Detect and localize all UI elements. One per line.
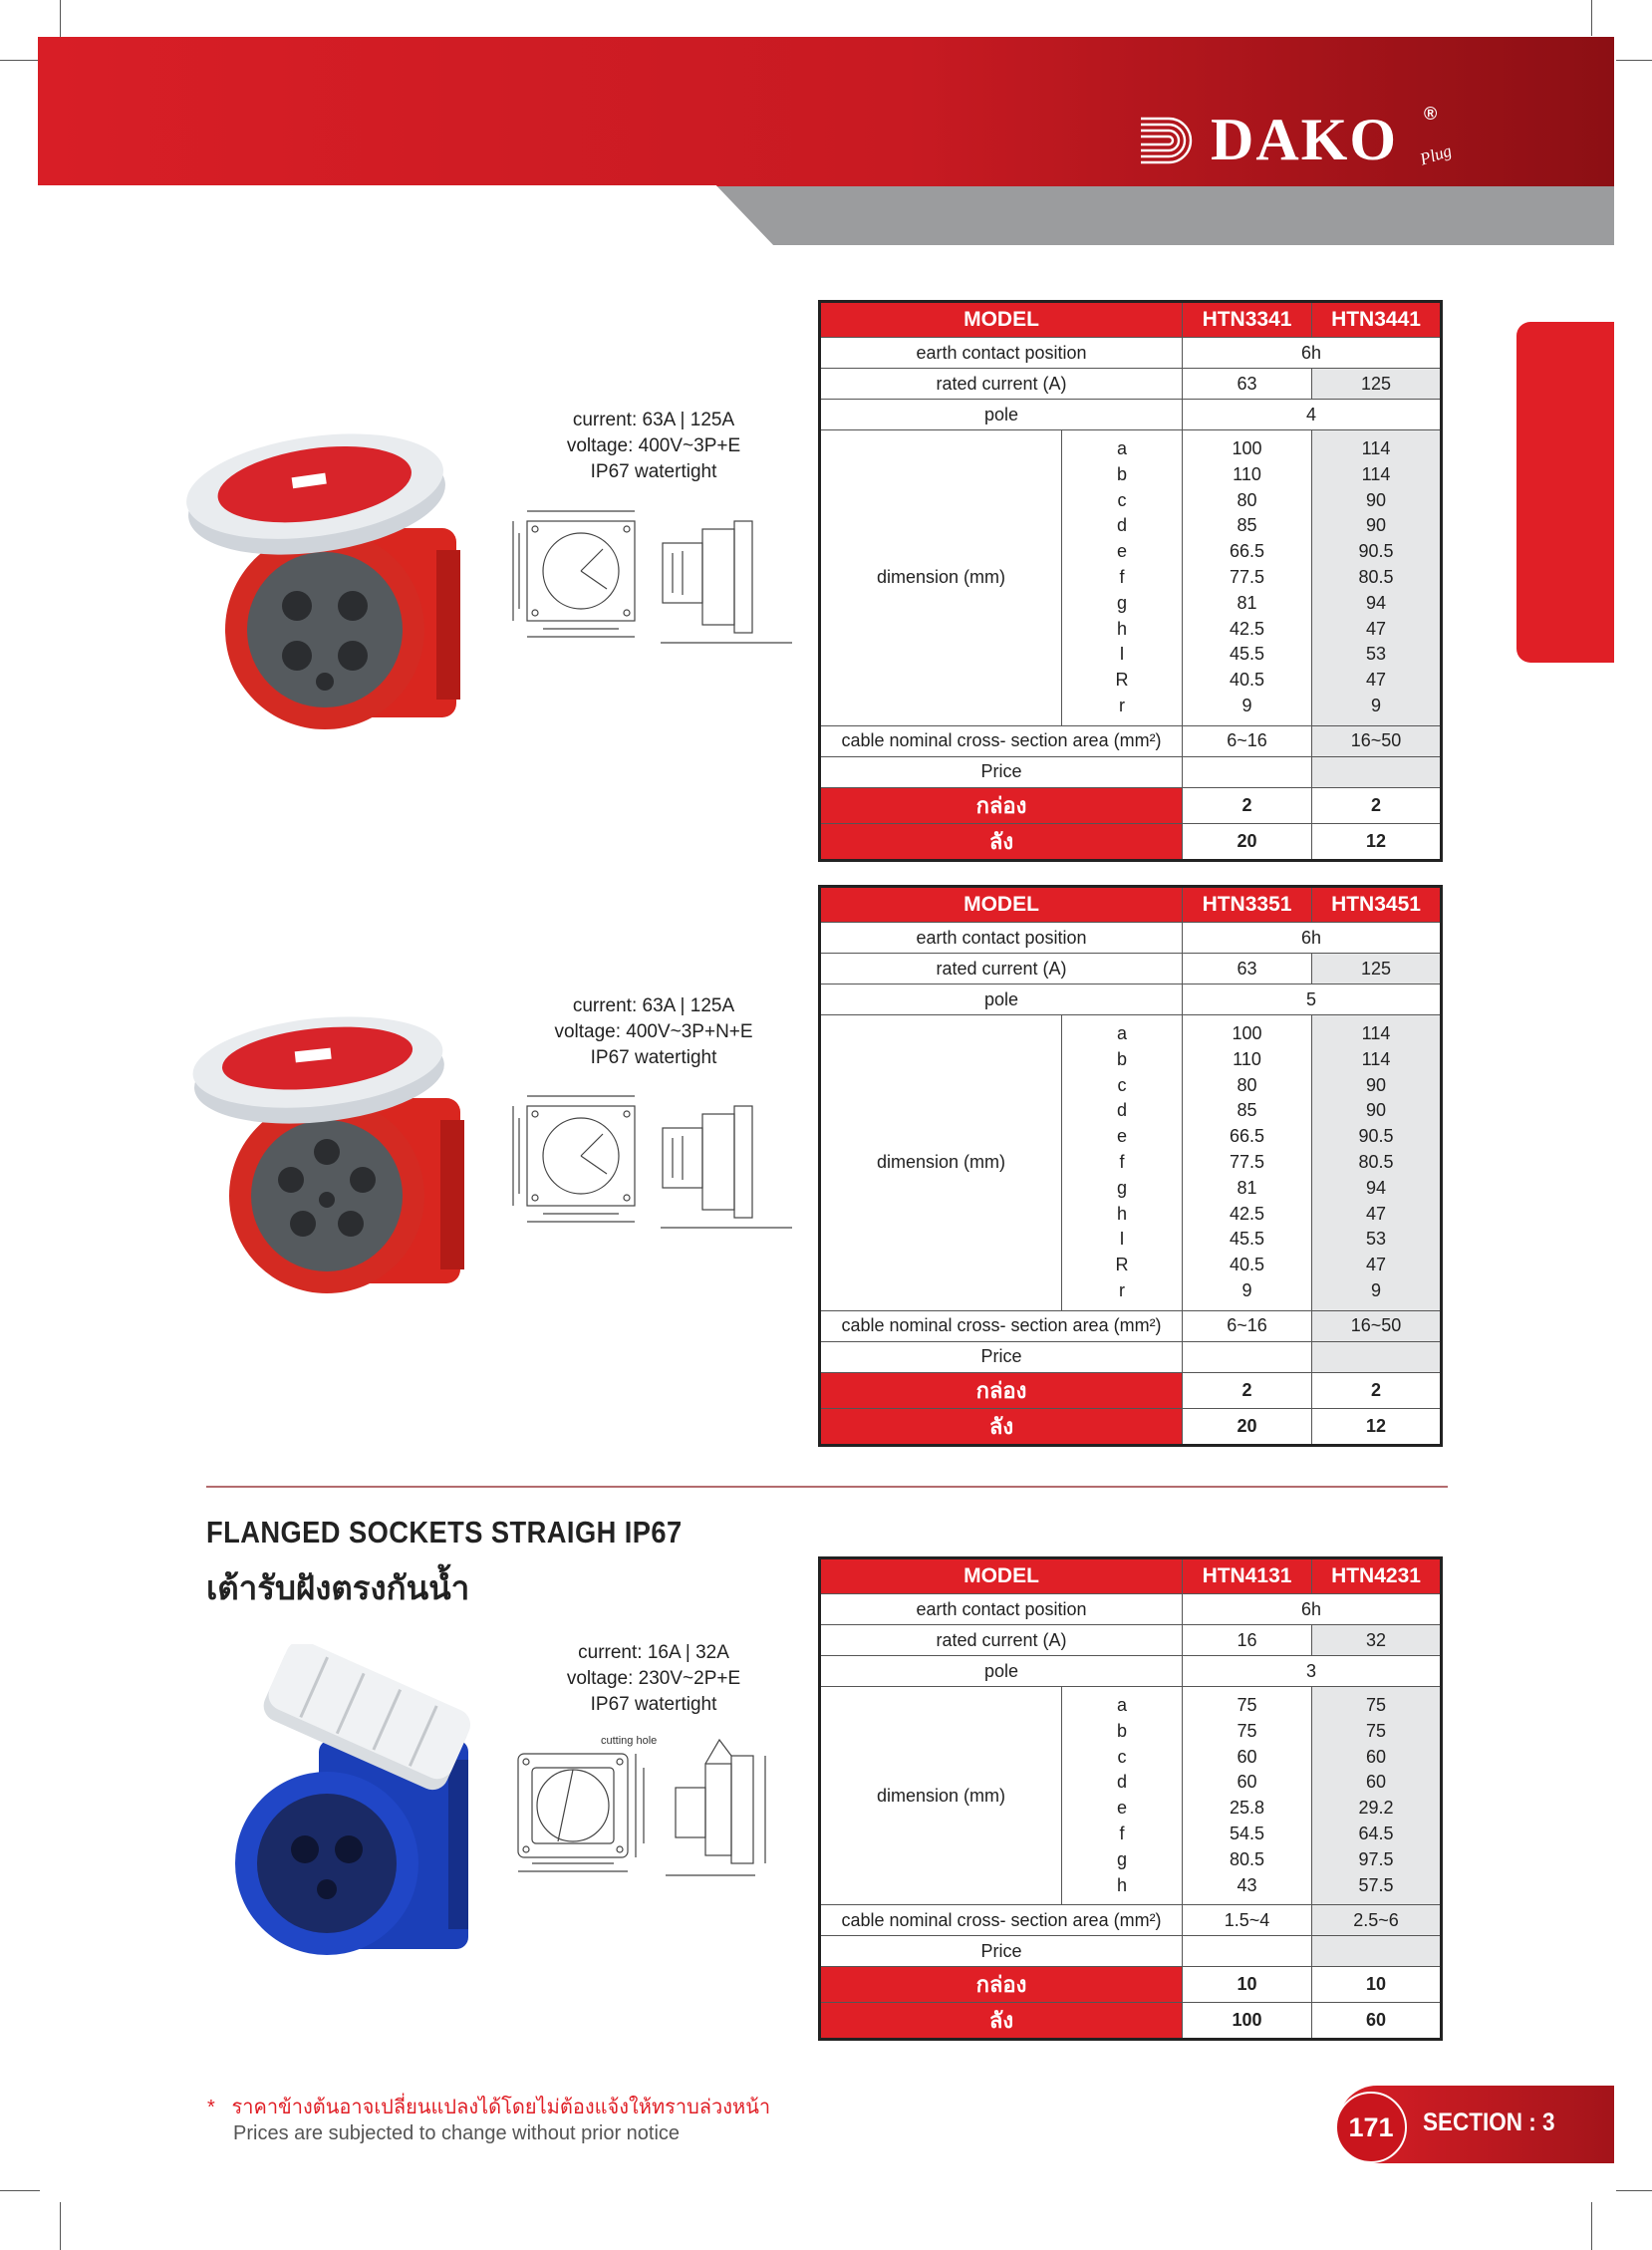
dimension-row [820,430,1442,726]
rated-current-row [820,954,1442,984]
row-label: cable nominal cross- section area (mm²) [820,725,1183,756]
row-label: rated current (A) [820,1625,1183,1656]
spec-voltage: voltage: 400V~3P+E [566,435,741,456]
crate-label: ลัง [820,823,1183,860]
model-label: MODEL [820,887,1183,923]
price-row [820,1341,1442,1372]
rated-current-row [820,1625,1442,1656]
box-label: กล่อง [820,787,1183,823]
crate-qty-row [820,1408,1442,1445]
row-value: 16~50 [1312,725,1442,756]
row-value: 5 [1183,984,1442,1015]
row-label: rated current (A) [820,369,1183,400]
spec-voltage: voltage: 230V~2P+E [566,1668,741,1689]
footnote-star: * [207,2097,215,2118]
earth-contact-row [820,338,1442,369]
dimension-letters: a b c d e f g h I R r [1062,1015,1183,1311]
row-label: pole [820,400,1183,430]
product-1-specs [539,408,768,485]
crate-qty: 20 [1183,823,1312,860]
crop-mark [1591,2202,1592,2250]
row-value: 63 [1183,369,1312,400]
product-2-specs [539,993,768,1071]
box-qty: 10 [1183,1967,1312,2003]
spec-voltage: voltage: 400V~3P+N+E [554,1021,753,1042]
model-code: HTN4231 [1312,1558,1442,1594]
logo-d-icon [1139,115,1211,166]
row-value: 6h [1183,923,1442,954]
dimension-drawing-1 [503,503,802,653]
pole-row [820,984,1442,1015]
box-qty-row [820,1372,1442,1408]
dimension-values: 75 75 60 60 29.2 64.5 97.5 57.5 [1312,1687,1442,1905]
model-code: HTN4131 [1183,1558,1312,1594]
model-label: MODEL [820,302,1183,338]
crate-qty: 20 [1183,1408,1312,1445]
box-label: กล่อง [820,1372,1183,1408]
dimension-row [820,1687,1442,1905]
row-label: pole [820,984,1183,1015]
spec-ip-rating: IP67 watertight [590,1047,717,1068]
price-label: Price [820,756,1183,787]
section-side-tab [1516,322,1614,663]
brand-sub: Plug [1417,141,1455,169]
dimension-drawing-2 [503,1088,802,1238]
spec-ip-rating: IP67 watertight [590,1694,717,1715]
row-label: cable nominal cross- section area (mm²) [820,1905,1183,1936]
box-qty: 2 [1312,1372,1442,1408]
brand-name: DAKO [1211,107,1398,172]
dimension-letters: a b c d e f g h I R r [1062,430,1183,726]
row-value: 6~16 [1183,1310,1312,1341]
row-value: 2.5~6 [1312,1905,1442,1936]
pole-row [820,1656,1442,1687]
dimension-drawing-3 [506,1730,810,1889]
dimension-values: 114 114 90 90 90.5 80.5 94 47 53 47 9 [1312,1015,1442,1311]
price-row [820,756,1442,787]
row-value: 16 [1183,1625,1312,1656]
row-value: 6~16 [1183,725,1312,756]
price-label: Price [820,1341,1183,1372]
dimension-values: 75 75 60 60 25.8 54.5 80.5 43 [1183,1687,1312,1905]
table-header-row [820,1558,1442,1594]
price-label: Price [820,1936,1183,1967]
price-value [1183,756,1312,787]
page-number: 171 [1335,2092,1407,2163]
row-value: 6h [1183,338,1442,369]
product-3-specs [539,1640,768,1718]
price-footnote [207,2095,770,2146]
row-label: rated current (A) [820,954,1183,984]
row-label: earth contact position [820,923,1183,954]
price-row [820,1936,1442,1967]
crate-qty: 100 [1183,2003,1312,2040]
dimension-row [820,1015,1442,1311]
cable-row [820,725,1442,756]
spec-ip-rating: IP67 watertight [590,461,717,482]
brand-registered-mark: ® [1424,104,1438,124]
box-qty-row [820,787,1442,823]
box-qty: 2 [1183,787,1312,823]
brand-logo [1139,104,1455,174]
spec-table-1 [818,300,1443,862]
cable-row [820,1310,1442,1341]
row-value: 125 [1312,369,1442,400]
spec-current: current: 63A | 125A [572,410,735,430]
row-value: 125 [1312,954,1442,984]
crate-qty: 60 [1312,2003,1442,2040]
box-qty-row [820,1967,1442,2003]
crop-mark [1591,0,1592,36]
crate-qty: 12 [1312,1408,1442,1445]
red-socket-5pin-image [179,1014,478,1303]
row-label: earth contact position [820,1594,1183,1625]
crop-mark [0,2190,40,2191]
dimension-values: 114 114 90 90 90.5 80.5 94 47 53 47 9 [1312,430,1442,726]
row-value: 6h [1183,1594,1442,1625]
price-value [1183,1341,1312,1372]
header-notch [38,185,775,247]
row-value: 16~50 [1312,1310,1442,1341]
dimension-values: 100 110 80 85 66.5 77.5 81 42.5 45.5 40.5 9 [1183,430,1312,726]
crate-label: ลัง [820,2003,1183,2040]
section-title-thai: เต้ารับฝังตรงกันน้ำ [206,1569,470,1606]
model-code: HTN3441 [1312,302,1442,338]
pole-row [820,400,1442,430]
dimension-label: dimension (mm) [820,1015,1062,1311]
crop-mark [60,2202,61,2250]
model-code: HTN3451 [1312,887,1442,923]
spec-table-2 [818,885,1443,1447]
price-value [1312,1936,1442,1967]
earth-contact-row [820,1594,1442,1625]
spec-table-3 [818,1556,1443,2041]
spec-current: current: 63A | 125A [572,995,735,1016]
row-value: 1.5~4 [1183,1905,1312,1936]
crate-qty-row [820,823,1442,860]
footnote-thai: ราคาข้างต้นอาจเปลี่ยนแปลงได้โดยไม่ต้องแจ้งให้ทราบล่วงหน้า [231,2097,771,2118]
row-value: 4 [1183,400,1442,430]
crate-qty-row [820,2003,1442,2040]
dimension-label: dimension (mm) [820,430,1062,726]
box-label: กล่อง [820,1967,1183,2003]
blue-socket-3pin-image [227,1644,486,1963]
section-label: SECTION : 3 [1423,2109,1555,2136]
box-qty: 2 [1312,787,1442,823]
row-value: 3 [1183,1656,1442,1687]
row-label: earth contact position [820,338,1183,369]
price-value [1312,756,1442,787]
footnote-english: Prices are subjected to change without prior notice [233,2122,681,2144]
row-value: 32 [1312,1625,1442,1656]
row-label: pole [820,1656,1183,1687]
earth-contact-row [820,923,1442,954]
dimension-values: 100 110 80 85 66.5 77.5 81 42.5 45.5 40.5 9 [1183,1015,1312,1311]
cutting-hole-label: cutting hole [601,1735,658,1747]
dimension-label: dimension (mm) [820,1687,1062,1905]
crate-label: ลัง [820,1408,1183,1445]
box-qty: 10 [1312,1967,1442,2003]
red-socket-4pin-image [167,430,486,729]
rated-current-row [820,369,1442,400]
section-divider [206,1486,1448,1488]
crate-qty: 12 [1312,823,1442,860]
model-code: HTN3341 [1183,302,1312,338]
table-header-row [820,302,1442,338]
cable-row [820,1905,1442,1936]
model-label: MODEL [820,1558,1183,1594]
crop-mark [1616,60,1652,61]
row-label: cable nominal cross- section area (mm²) [820,1310,1183,1341]
price-value [1183,1936,1312,1967]
dimension-letters: a b c d e f g h [1062,1687,1183,1905]
price-value [1312,1341,1442,1372]
spec-current: current: 16A | 32A [578,1642,729,1663]
row-value: 63 [1183,954,1312,984]
model-code: HTN3351 [1183,887,1312,923]
section-title: FLANGED SOCKETS STRAIGH IP67 [206,1515,683,1549]
table-header-row [820,887,1442,923]
crop-mark [1616,2190,1652,2191]
box-qty: 2 [1183,1372,1312,1408]
